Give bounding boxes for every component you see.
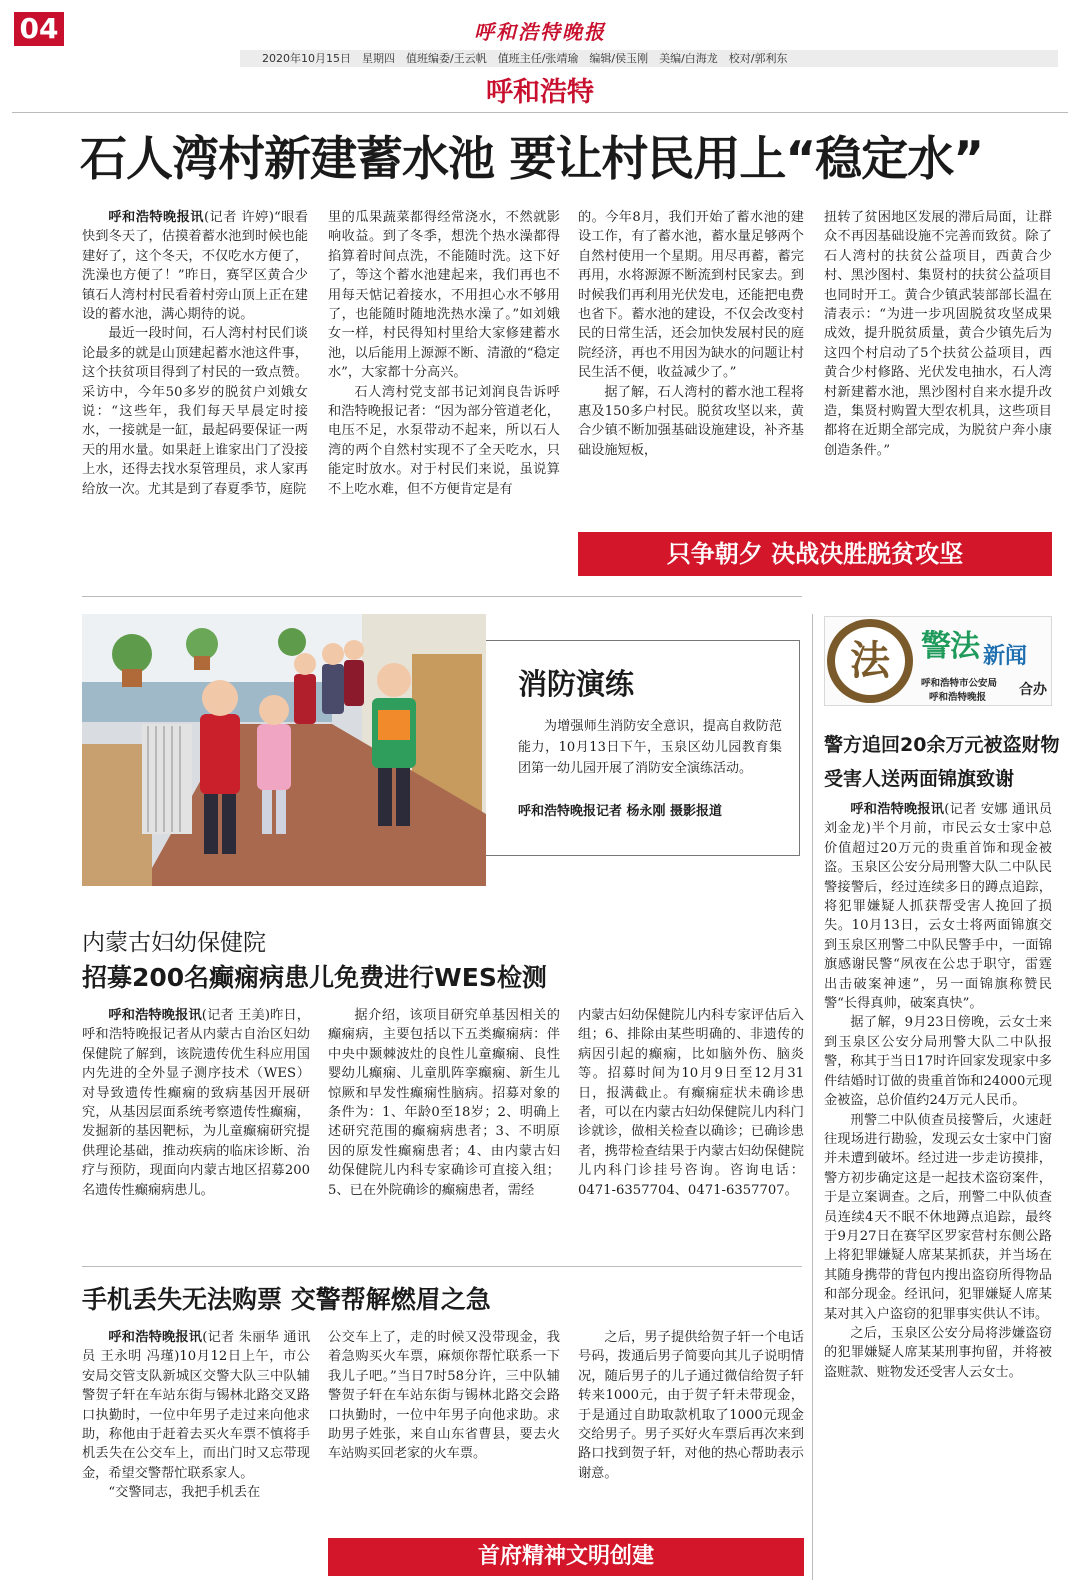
paragraph: 据了解，9月23日傍晚，云女士来到玉泉区公安分局刑警大队二中队报警，称其于当日17时许回家发现家中多件结婚时订做的贵重首饰和24000元现金被盗，总价值约24万元人民币。 <box>824 1015 1052 1109</box>
hospital-subhead: 内蒙古妇幼保健院 <box>82 930 266 956</box>
hospital-column-2 <box>328 1006 560 1256</box>
byline: 呼和浩特晚报讯 <box>108 210 204 225</box>
police-headline-line-2: 受害人送两面锦旗致谢 <box>824 768 1015 790</box>
column-org-1: 呼和浩特市公安局 <box>921 678 998 689</box>
divider <box>82 1266 802 1267</box>
police-article-body <box>824 800 1052 1580</box>
byline: 呼和浩特晚报讯 <box>850 802 945 817</box>
byline: 呼和浩特晚报讯 <box>108 1008 202 1023</box>
divider <box>82 596 802 597</box>
paragraph: 内蒙古妇幼保健院儿内科专家评估后入组；6、排除由某些明确的、非遗传的病因引起的癫痫，比如脑外伤、脑炎等。招募时间为10月9日至12月31日，报满截止。有癫痫症状未确诊患者，可以在内蒙古妇幼保健院儿内科门诊就诊，做相关检查以确诊；已确诊患者，携带检查结果于内蒙古妇幼保健院儿内科门诊挂号咨询。咨询电话：0471-6357704、0471-6357707。 <box>578 1008 804 1198</box>
law-emblem-char: 法 <box>850 638 890 684</box>
column-cohost: 合办 <box>1019 682 1047 698</box>
divider <box>812 614 813 1580</box>
masthead-logo: 呼和浩特晚报 <box>474 20 606 44</box>
reporter: (记者 王美) <box>201 1008 270 1023</box>
byline: 呼和浩特晚报讯 <box>108 1330 203 1345</box>
paragraph: 10月12日上午，市公安局交管支队新城区交警大队三中队辅警贺子轩在车站东街与锡林北路交叉路口执勤时，一位中年男子走过来向他求助，称他由于赶着去买火车票不慎将手机丢失在公交车上，而出门时又忘带现金，希望交警帮忙联系家人。 <box>82 1349 310 1481</box>
campaign-banner: 只争朝夕 决战决胜脱贫攻坚 <box>578 532 1052 576</box>
paragraph: 的。今年8月，我们开始了蓄水池的建设工作，有了蓄水池，蓄水量足够两个自然村使用一个星期。用尽再蓄，蓄完再用，水将源源不断流到村民家去。到时候我们再利用光伏发电，还能把电费也省下。蓄水池的建设，不仅会改变村民的日常生活，还会加快发展村民的庭院经济，再也不用因为缺水的问题让村民生活不便，收益减少了。” <box>578 210 804 381</box>
main-article-column-2 <box>328 208 560 582</box>
law-emblem-icon <box>827 619 913 703</box>
paragraph: 石人湾村党支部书记刘润良告诉呼和浩特晚报记者：“因为部分管道老化，电压不足，水泵带动不起来，所以石人湾的两个自然村实现不了全天吃水，只能定时放水。对于村民们来说，虽说算不上吃水难，但不方便肯定是有 <box>328 384 560 497</box>
paragraph: 里的瓜果蔬菜都得经常浇水，不然就影响收益。到了冬季，想洗个热水澡都得掐算着时间点洗，不能随时洗。这下好了，等这个蓄水池建起来，我们再也不用每天惦记着接水，不用担心水不够用了，也能随时随地洗热水澡了。”如刘娥女一样，村民得知村里给大家修建蓄水池，以后能用上源源不断、清澈的“稳定水”，大家都十分高兴。 <box>328 210 560 381</box>
divider <box>12 112 1068 113</box>
photo-caption-title: 消防演练 <box>518 667 635 701</box>
main-article-column-4 <box>824 208 1052 522</box>
reporter: (记者 安娜 通讯员 刘金龙) <box>824 802 1052 837</box>
paragraph: 据了解，石人湾村的蓄水池工程将惠及150多户村民。脱贫攻坚以来，黄合少镇不断加强基础设施建设，补齐基础设施短板， <box>578 384 804 458</box>
paragraph: 据介绍，该项目研究单基因相关的癫痫病，主要包括以下五类癫痫病：伴中央中颞棘波灶的良性儿童癫痫、良性婴幼儿癫痫、儿童肌阵挛癫痫、新生儿惊厥和早发性癫痫性脑病。招募对象的条件为：1、年龄0至18岁；2、明确上述研究范围的癫痫病患者；3、不明原因的原发性癫痫患者；4、由内蒙古妇幼保健院儿内科专家确诊可直接入组；5、已在外院确诊的癫痫患者，需经 <box>328 1008 560 1198</box>
paragraph: 刑警二中队侦查员接警后，火速赶往现场进行勘验，发现云女士家中门窗并未遭到破坏。经过进一步走访摸排，警方初步确定这是一起技术盗窃案件，于是立案调查。之后，刑警二中队侦查员连续4天不眠不休地蹲点追踪，最终于9月27日在赛罕区罗家营村东侧公路上将犯罪嫌疑人席某某抓获，并当场在其随身携带的背包内搜出盗窃所得物品和部分现金。经讯问，犯罪嫌疑人席某某对其入户盗窃的犯罪事实供认不讳。 <box>824 1112 1052 1322</box>
reporter: (记者 许婷) <box>203 210 274 225</box>
hospital-headline: 招募200名癫痫病患儿免费进行WES检测 <box>82 963 547 992</box>
paragraph: 公交车上了，走的时候又没带现金，我着急购买火车票，麻烦你帮忙联系一下我儿子吧。”当日7时58分许，三中队辅警贺子轩在车站东街与锡林北路交会路口执勤时，一位中年男子向他求助。求助男子姓张，来自山东省曹县，要去火车站购买回老家的火车票。 <box>328 1330 560 1462</box>
civilization-banner: 首府精神文明创建 <box>328 1538 804 1576</box>
paragraph: 最近一段时间，石人湾村村民们谈论最多的就是山顶建起蓄水池这件事，这个扶贫项目得到了村民的一致点赞。采访中，今年50多岁的脱贫户刘娥女说：“这些年，我们每天早晨定时接水，一接就是一缸，最起码要保证一两天的用水量。如果赶上谁家出门了没接上水，还得去找水泵管理员，求人家再给放一次。尤其是到了春夏季节，庭院 <box>82 326 308 497</box>
traffic-headline: 手机丢失无法购票 交警帮解燃眉之急 <box>82 1285 491 1314</box>
column-title-2: 新闻 <box>983 643 1028 669</box>
photo-credit: 呼和浩特晚报记者 杨永刚 摄影报道 <box>518 804 723 819</box>
hospital-column-3 <box>578 1006 804 1256</box>
column-title-1: 警法 <box>921 629 979 664</box>
column-logo <box>824 616 1052 706</box>
reporter: (记者 朱丽华 通讯员 王永明 冯瑾) <box>82 1330 310 1365</box>
traffic-column-2 <box>328 1328 560 1524</box>
section-title: 呼和浩特 <box>486 77 594 108</box>
police-headline-line-1: 警方追回20余万元被盗财物 <box>824 734 1060 756</box>
paragraph: 昨日，呼和浩特晚报记者从内蒙古自治区妇幼保健院了解到，该院遗传优生科应用国内先进的全外显子测序技术（WES）对导致遗传性癫痫的致病基因开展研究，从基因层面系统考察遗传性癫痫，发掘新的基因靶标，为儿童癫痫研究提供理论基础，推动疾病的临床诊断、治疗与预防，现面向内蒙古地区招募200名遗传性癫痫病患儿。 <box>82 1008 310 1198</box>
paragraph: 之后，玉泉区公安分局将涉嫌盗窃的犯罪嫌疑人席某某刑事拘留，并将被盗赃款、赃物发还受害人云女士。 <box>824 1325 1052 1380</box>
issue-info-bar: 2020年10月15日 星期四 值班编委/王云帆 值班主任/张靖瑜 编辑/侯玉刚 美编/白海龙 校对/郭利东 <box>240 50 1058 67</box>
main-article-column-3 <box>578 208 804 522</box>
hospital-column-1 <box>82 1006 310 1256</box>
main-article-column-1 <box>82 208 308 582</box>
main-headline: 石人湾村新建蓄水池 要让村民用上“稳定水” <box>80 132 984 187</box>
paragraph: “交警同志，我把手机丢在 <box>108 1485 261 1501</box>
paragraph: 之后，男子提供给贺子轩一个电话号码，拨通后男子简要向其儿子说明情况，随后男子的儿子通过微信给贺子轩转来1000元，由于贺子轩未带现金，于是通过自助取款机取了1000元现金交给男子。男子买好火车票后再次来到路口找到贺子轩，对他的热心帮助表示谢意。 <box>578 1330 804 1481</box>
traffic-column-3 <box>578 1328 804 1524</box>
page-number: 04 <box>14 12 64 46</box>
paragraph: 半个月前，市民云女士家中总价值超过20万元的贵重首饰和现金被盗。玉泉区公安分局刑警大队二中队民警接警后，经过连续多日的蹲点追踪，将犯罪嫌疑人抓获帮受害人挽回了损失。10月13日，云女士将两面锦旗交到玉泉区刑警二中队民警手中，一面锦旗感谢民警“夙夜在公忠于职守，雷霆出击破案神速”，另一面锦旗称赞民警“长得真帅，破案真快”。 <box>824 821 1052 1012</box>
paragraph: 扭转了贫困地区发展的滞后局面，让群众不再因基础设施不完善而致贫。除了石人湾村的扶贫公益项目，西黄合少村、黑沙图村、集贤村的扶贫公益项目也同时开工。黄合少镇武装部部长温在清表示：“为进一步巩固脱贫攻坚成果成效，提升脱贫质量，黄合少镇先后为这四个村启动了5个扶贫公益项目，西黄合少村修路、光伏发电抽水，石人湾村新建蓄水池，黑沙图村自来水提升改造，集贤村购置大型农机具，这些项目都将在近期全部完成，为脱贫户奔小康创造条件。” <box>824 210 1052 458</box>
photo-caption-text: 为增强师生消防安全意识，提高自救防范能力，10月13日下午，玉泉区幼儿园教育集团第一幼儿园开展了消防安全演练活动。 <box>518 719 782 776</box>
paragraph: “眼看快到冬天了，估摸着蓄水池到时候也能建好了，这个冬天，不仅吃水方便了，洗澡也方便了！”昨日，赛罕区黄合少镇石人湾村村民看着村旁山顶上正在建设的蓄水池，满心期待的说。 <box>82 210 308 323</box>
fire-drill-photo <box>82 614 486 886</box>
column-org-2: 呼和浩特晚报 <box>929 692 987 703</box>
traffic-column-1 <box>82 1328 310 1578</box>
